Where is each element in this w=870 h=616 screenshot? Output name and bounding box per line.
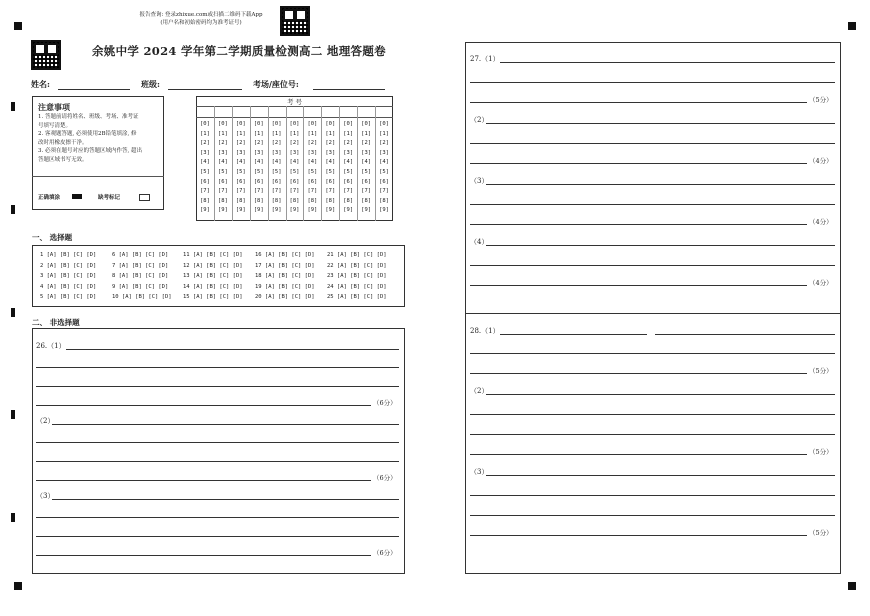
- corner-mark-bottom-left: [14, 582, 22, 590]
- qr-code-sheet: [31, 40, 61, 70]
- exam-number-bubble[interactable]: [7]: [217, 188, 228, 195]
- q27-score-3: （4分）: [809, 218, 833, 226]
- correct-fill-sample: [72, 194, 82, 199]
- exam-number-bubble[interactable]: [0]: [379, 121, 389, 127]
- mc-question-row[interactable]: 1 [A] [B] [C] [D]: [40, 252, 97, 258]
- exam-number-header-line: [196, 106, 393, 107]
- name-label: 姓名:: [31, 79, 50, 89]
- answer-line[interactable]: [36, 405, 371, 406]
- answer-line[interactable]: [36, 461, 399, 462]
- exam-number-bubble[interactable]: [6]: [379, 178, 389, 185]
- exam-number-bubble[interactable]: [1]: [361, 130, 372, 137]
- exam-number-bubble[interactable]: [7]: [361, 188, 372, 195]
- mc-question-row[interactable]: 3 [A] [B] [C] [D]: [40, 273, 97, 279]
- exam-number-bubble[interactable]: [1]: [253, 130, 264, 137]
- answer-line[interactable]: [500, 62, 835, 63]
- q27-q28-divider: [465, 313, 841, 314]
- exam-number-bubble[interactable]: [9]: [379, 207, 389, 214]
- mc-question-row[interactable]: 4 [A] [B] [C] [D]: [40, 283, 97, 290]
- mc-question-row[interactable]: 11 [A] [B] [C] [D]: [183, 252, 243, 258]
- section1-title: 一、 选择题: [32, 233, 73, 242]
- section2-title: 二、 非选择题: [32, 318, 80, 327]
- answer-line[interactable]: [486, 184, 835, 185]
- exam-number-bubble[interactable]: [5]: [199, 169, 210, 175]
- corner-mark-top-left: [14, 22, 22, 30]
- q28-score-2: （5分）: [809, 448, 833, 456]
- exam-number-bubble[interactable]: [9]: [361, 207, 372, 214]
- exam-number-bubble[interactable]: [9]: [343, 207, 354, 214]
- answer-line[interactable]: [470, 143, 835, 144]
- mc-question-row[interactable]: 5 [A] [B] [C] [D]: [40, 294, 97, 300]
- exam-number-bubble[interactable]: [3]: [253, 149, 264, 156]
- exam-number-bubble[interactable]: [7]: [325, 188, 336, 195]
- exam-number-bubble[interactable]: [9]: [199, 207, 210, 214]
- mc-question-row[interactable]: 6 [A] [B] [C] [D]: [112, 252, 169, 258]
- exam-number-bubble[interactable]: [9]: [307, 207, 318, 214]
- exam-number-bubble[interactable]: [4]: [235, 159, 246, 166]
- exam-number-bubble[interactable]: [8]: [289, 197, 300, 204]
- exam-number-bubble[interactable]: [8]: [343, 197, 354, 204]
- mc-question-row[interactable]: 25 [A] [B] [C] [D]: [327, 294, 387, 300]
- mc-question-row[interactable]: 16 [A] [B] [C] [D]: [255, 252, 315, 258]
- mc-question-row[interactable]: 2 [A] [B] [C] [D]: [40, 262, 97, 269]
- exam-number-bubble[interactable]: [1]: [199, 130, 210, 137]
- exam-number-bubble[interactable]: [2]: [271, 140, 282, 147]
- answer-line[interactable]: [52, 499, 399, 500]
- answer-line[interactable]: [470, 224, 807, 225]
- exam-number-bubble[interactable]: [2]: [253, 140, 264, 147]
- class-label: 班级:: [141, 79, 160, 89]
- exam-number-bubble[interactable]: [8]: [379, 197, 389, 204]
- exam-number-write-line: [196, 117, 393, 118]
- absent-mark-label: 缺考标记: [98, 195, 121, 201]
- exam-number-bubble[interactable]: [3]: [289, 149, 300, 156]
- exam-number-bubble[interactable]: [1]: [271, 130, 282, 137]
- mc-question-row[interactable]: 13 [A] [B] [C] [D]: [183, 273, 243, 279]
- exam-number-bubble[interactable]: [6]: [361, 178, 372, 185]
- timing-mark: [11, 513, 15, 522]
- notice-line: 3. 必须在题号对应的答题区域内作答, 超出: [38, 148, 142, 155]
- answer-line[interactable]: [36, 442, 399, 443]
- q27-label: 27.（1）: [470, 55, 500, 63]
- exam-number-bubble[interactable]: [2]: [343, 140, 354, 147]
- exam-number-bubble[interactable]: [7]: [253, 188, 264, 195]
- q27-score-4: （4分）: [809, 279, 833, 287]
- mc-question-row[interactable]: 20 [A] [B] [C] [D]: [255, 294, 315, 300]
- exam-number-bubble[interactable]: [0]: [307, 121, 318, 127]
- exam-number-bubble[interactable]: [5]: [289, 169, 300, 175]
- answer-line[interactable]: [470, 102, 807, 103]
- exam-number-bubble[interactable]: [8]: [361, 197, 372, 204]
- exam-number-bubble[interactable]: [7]: [235, 188, 246, 195]
- exam-number-bubble[interactable]: [1]: [217, 130, 228, 137]
- mc-question-row[interactable]: 14 [A] [B] [C] [D]: [183, 283, 243, 290]
- q28-score-3: （5分）: [809, 529, 833, 537]
- notice-text: [38, 113, 162, 165]
- answer-line[interactable]: [470, 265, 835, 266]
- exam-number-bubble[interactable]: [5]: [307, 169, 318, 175]
- answer-line[interactable]: [470, 285, 807, 286]
- exam-number-bubble[interactable]: [1]: [343, 130, 354, 137]
- exam-number-bubble[interactable]: [2]: [307, 140, 318, 147]
- page-title: 余姚中学 2024 学年第二学期质量检测高二 地理答题卷: [92, 44, 386, 58]
- exam-number-bubble[interactable]: [7]: [271, 188, 282, 195]
- exam-number-bubble[interactable]: [0]: [361, 121, 372, 127]
- answer-line[interactable]: [470, 204, 835, 205]
- answer-line[interactable]: [36, 367, 399, 368]
- exam-number-bubble[interactable]: [8]: [235, 197, 246, 204]
- q27-score-1: （5分）: [809, 96, 833, 104]
- exam-number-bubble[interactable]: [2]: [235, 140, 246, 147]
- mc-question-row[interactable]: 22 [A] [B] [C] [D]: [327, 262, 387, 269]
- answer-line[interactable]: [470, 353, 835, 354]
- exam-number-bubble[interactable]: [9]: [325, 207, 336, 214]
- exam-number-bubble[interactable]: [0]: [271, 121, 282, 127]
- exam-number-bubble[interactable]: [4]: [361, 159, 372, 166]
- exam-number-bubble[interactable]: [6]: [307, 178, 318, 185]
- exam-number-bubble[interactable]: [7]: [289, 188, 300, 195]
- exam-number-bubble[interactable]: [3]: [361, 149, 372, 156]
- q27-part2-label: （2）: [470, 116, 489, 124]
- exam-number-bubble[interactable]: [6]: [217, 178, 228, 185]
- q28-label: 28.（1）: [470, 327, 500, 335]
- q26-score-1: （6分）: [373, 399, 397, 407]
- exam-number-bubble[interactable]: [1]: [307, 130, 318, 137]
- mc-question-row[interactable]: 24 [A] [B] [C] [D]: [327, 283, 387, 290]
- q26-label: 26.（1）: [36, 342, 66, 350]
- answer-line[interactable]: [486, 245, 835, 246]
- notice-line: 答题区域书写无效。: [38, 156, 88, 163]
- exam-number-bubble[interactable]: [3]: [307, 149, 318, 156]
- exam-number-bubble[interactable]: [2]: [199, 140, 210, 147]
- exam-number-bubble[interactable]: [8]: [271, 197, 282, 204]
- exam-number-bubble[interactable]: [8]: [253, 197, 264, 204]
- answer-line[interactable]: [470, 82, 835, 83]
- exam-number-bubble[interactable]: [8]: [307, 197, 318, 204]
- exam-number-bubble[interactable]: [0]: [199, 121, 210, 127]
- answer-line[interactable]: [36, 517, 399, 518]
- timing-mark: [11, 205, 15, 214]
- notice-line: 改时用橡皮擦干净。: [38, 139, 88, 146]
- class-field[interactable]: [168, 89, 242, 90]
- timing-mark: [11, 410, 15, 419]
- exam-number-bubble[interactable]: [4]: [307, 159, 318, 166]
- report-line-1: 报告查询: 登录zhixue.com或扫描二维码下载App: [139, 12, 263, 18]
- answer-line[interactable]: [66, 349, 399, 350]
- exam-number-bubble[interactable]: [8]: [199, 197, 210, 204]
- q27-part3-label: （3）: [470, 177, 489, 185]
- q26-score-3: （6分）: [373, 549, 397, 557]
- q27-score-2: （4分）: [809, 157, 833, 165]
- exam-number-bubble[interactable]: [4]: [379, 159, 389, 166]
- answer-line[interactable]: [470, 373, 807, 374]
- exam-number-bubble[interactable]: [0]: [289, 121, 300, 127]
- q26-part2-label: （2）: [36, 417, 55, 425]
- answer-line[interactable]: [36, 386, 399, 387]
- answer-line[interactable]: [470, 495, 835, 496]
- answer-line[interactable]: [486, 394, 835, 395]
- answer-line[interactable]: [36, 555, 371, 556]
- exam-number-bubble[interactable]: [2]: [325, 140, 336, 147]
- exam-number-bubble[interactable]: [7]: [379, 188, 389, 195]
- q26-box: [32, 328, 405, 574]
- exam-number-bubble[interactable]: [2]: [379, 140, 389, 147]
- report-line-2: (用户名和初始密码均为准考证号): [160, 20, 242, 26]
- mc-question-row[interactable]: 18 [A] [B] [C] [D]: [255, 273, 315, 279]
- q26-part3-label: （3）: [36, 492, 55, 500]
- exam-number-bubble[interactable]: [6]: [235, 178, 246, 185]
- exam-number-bubble[interactable]: [0]: [325, 121, 336, 127]
- exam-number-bubble[interactable]: [6]: [253, 178, 264, 185]
- exam-number-bubble[interactable]: [7]: [199, 188, 210, 195]
- q27-part4-label: （4）: [470, 238, 489, 246]
- answer-line[interactable]: [470, 454, 807, 455]
- answer-line[interactable]: [36, 480, 371, 481]
- exam-number-bubble[interactable]: [5]: [235, 169, 246, 175]
- qr-code-app: [280, 6, 310, 36]
- exam-number-bubble[interactable]: [2]: [217, 140, 228, 147]
- notice-divider: [32, 176, 164, 177]
- name-field[interactable]: [58, 89, 130, 90]
- answer-line[interactable]: [486, 123, 835, 124]
- mc-question-row[interactable]: 9 [A] [B] [C] [D]: [112, 283, 169, 290]
- answer-line[interactable]: [36, 536, 399, 537]
- exam-number-bubble[interactable]: [4]: [217, 159, 228, 166]
- exam-number-bubble[interactable]: [8]: [217, 197, 228, 204]
- timing-mark: [11, 308, 15, 317]
- exam-number-header: 考 号: [286, 98, 303, 106]
- notice-line: 号填写清楚。: [38, 122, 72, 129]
- exam-number-bubble[interactable]: [3]: [217, 149, 228, 156]
- notice-line: 2. 客观题答题, 必须使用2B铅笔填涂, 修: [38, 131, 137, 138]
- timing-mark: [11, 102, 15, 111]
- exam-number-bubble[interactable]: [3]: [325, 149, 336, 156]
- exam-number-bubble[interactable]: [4]: [325, 159, 336, 166]
- exam-number-bubble[interactable]: [1]: [325, 130, 336, 137]
- exam-number-bubble[interactable]: [1]: [235, 130, 246, 137]
- exam-number-bubble[interactable]: [3]: [379, 149, 389, 156]
- exam-number-bubble[interactable]: [6]: [289, 178, 300, 185]
- exam-number-bubble[interactable]: [3]: [199, 149, 210, 156]
- exam-number-bubble[interactable]: [7]: [307, 188, 318, 195]
- exam-number-bubble[interactable]: [4]: [289, 159, 300, 166]
- exam-number-bubble[interactable]: [4]: [343, 159, 354, 166]
- exam-number-bubble[interactable]: [1]: [289, 130, 300, 137]
- exam-number-bubble[interactable]: [0]: [235, 121, 246, 127]
- answer-line[interactable]: [470, 163, 807, 164]
- exam-number-bubble[interactable]: [9]: [289, 207, 300, 214]
- exam-number-bubble[interactable]: [5]: [253, 169, 264, 175]
- exam-number-bubble[interactable]: [2]: [289, 140, 300, 147]
- mc-question-row[interactable]: 17 [A] [B] [C] [D]: [255, 262, 315, 269]
- exam-number-bubble[interactable]: [0]: [217, 121, 228, 127]
- exam-number-bubble[interactable]: [5]: [325, 169, 336, 175]
- exam-number-bubble[interactable]: [0]: [343, 121, 354, 127]
- notice-line: 1. 答题前请将姓名、班级、考场、准考证: [38, 114, 139, 120]
- exam-number-bubble[interactable]: [6]: [199, 178, 210, 185]
- exam-number-bubble[interactable]: [6]: [271, 178, 282, 185]
- mc-question-row[interactable]: 7 [A] [B] [C] [D]: [112, 262, 169, 269]
- mc-question-row[interactable]: 15 [A] [B] [C] [D]: [183, 294, 243, 300]
- exam-number-bubble[interactable]: [3]: [271, 149, 282, 156]
- exam-number-bubble[interactable]: [5]: [217, 169, 228, 175]
- exam-number-bubble[interactable]: [9]: [271, 207, 282, 214]
- mc-question-row[interactable]: 23 [A] [B] [C] [D]: [327, 273, 387, 279]
- exam-number-bubble[interactable]: [9]: [253, 207, 264, 214]
- mc-question-row[interactable]: 21 [A] [B] [C] [D]: [327, 252, 387, 258]
- mc-question-row[interactable]: 10 [A] [B] [C] [D]: [112, 294, 172, 300]
- corner-mark-bottom-right: [848, 582, 856, 590]
- exam-number-bubble[interactable]: [3]: [343, 149, 354, 156]
- answer-line[interactable]: [470, 414, 835, 415]
- exam-number-bubble[interactable]: [4]: [199, 159, 210, 166]
- mc-question-row[interactable]: 12 [A] [B] [C] [D]: [183, 262, 243, 269]
- q28-part2-label: （2）: [470, 387, 489, 395]
- exam-number-bubble[interactable]: [4]: [271, 159, 282, 166]
- seat-label: 考场/座位号:: [253, 79, 299, 89]
- answer-line[interactable]: [52, 424, 399, 425]
- exam-number-bubble[interactable]: [8]: [325, 197, 336, 204]
- exam-number-bubble[interactable]: [0]: [253, 121, 264, 127]
- answer-line[interactable]: [470, 535, 807, 536]
- exam-number-bubble[interactable]: [5]: [361, 169, 372, 175]
- exam-number-bubble[interactable]: [5]: [271, 169, 282, 175]
- q28-score-1: （5分）: [809, 367, 833, 375]
- exam-number-bubble[interactable]: [6]: [325, 178, 336, 185]
- exam-number-bubble[interactable]: [2]: [361, 140, 372, 147]
- exam-number-bubble[interactable]: [9]: [217, 207, 228, 214]
- answer-line[interactable]: [500, 334, 647, 335]
- exam-number-bubble[interactable]: [5]: [379, 169, 389, 175]
- answer-line[interactable]: [470, 434, 835, 435]
- seat-field[interactable]: [313, 89, 385, 90]
- answer-line[interactable]: [655, 334, 835, 335]
- notice-title: 注意事项: [38, 102, 70, 112]
- exam-number-bubble[interactable]: [3]: [235, 149, 246, 156]
- mc-question-row[interactable]: 8 [A] [B] [C] [D]: [112, 273, 169, 279]
- mc-question-row[interactable]: 19 [A] [B] [C] [D]: [255, 283, 315, 290]
- q28-part3-label: （3）: [470, 468, 489, 476]
- exam-number-bubble[interactable]: [9]: [235, 207, 246, 214]
- answer-line[interactable]: [470, 515, 835, 516]
- exam-number-bubble[interactable]: [5]: [343, 169, 354, 175]
- corner-mark-top-right: [848, 22, 856, 30]
- q26-score-2: （6分）: [373, 474, 397, 482]
- correct-fill-label: 正确填涂: [38, 195, 61, 201]
- exam-number-bubble[interactable]: [6]: [343, 178, 354, 185]
- exam-number-bubble[interactable]: [4]: [253, 159, 264, 166]
- absent-mark-box[interactable]: [139, 194, 150, 201]
- answer-line[interactable]: [486, 475, 835, 476]
- exam-number-bubble[interactable]: [7]: [343, 188, 354, 195]
- exam-number-bubble[interactable]: [1]: [379, 130, 389, 137]
